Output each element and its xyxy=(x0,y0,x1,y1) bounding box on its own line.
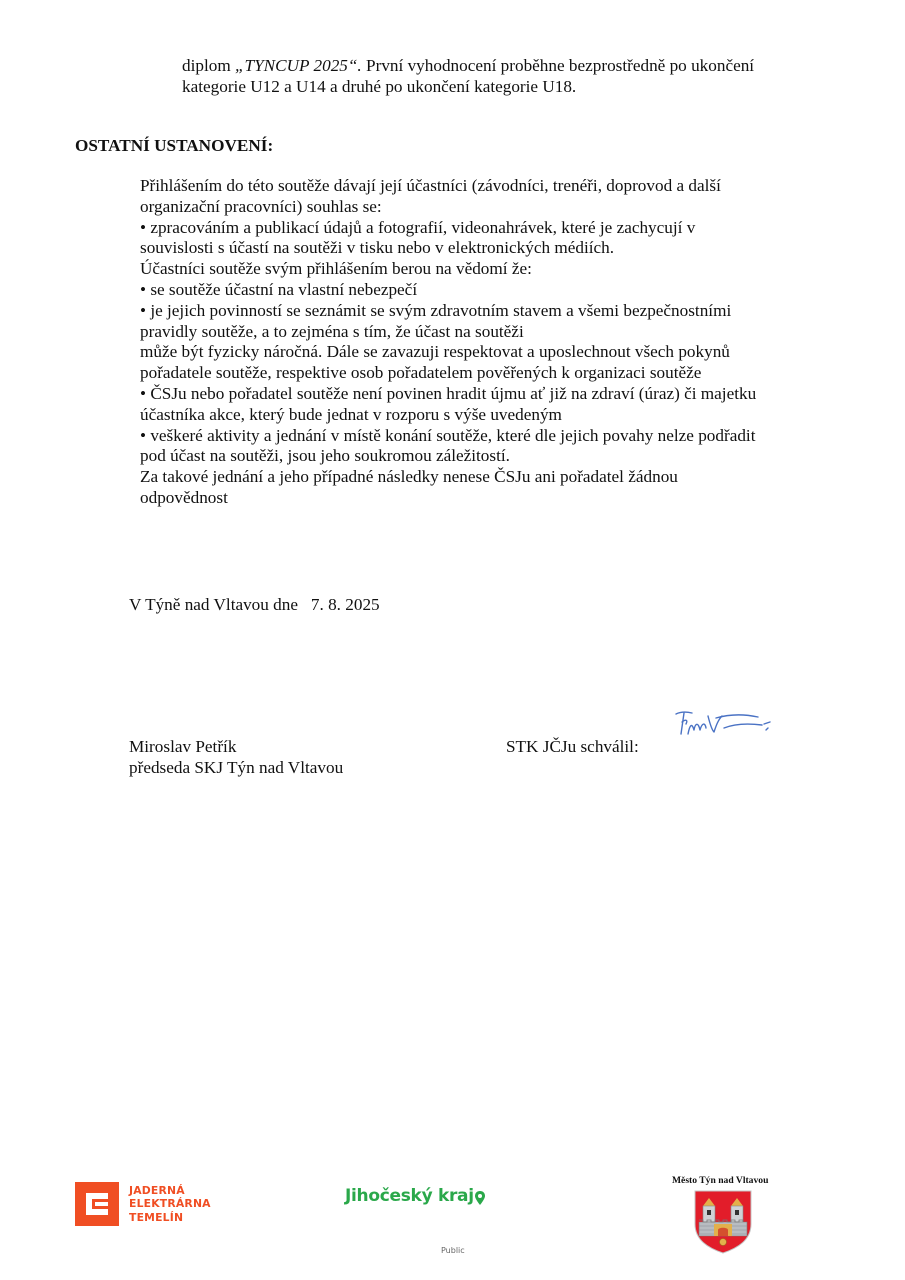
body-line: Za takové jednání a jeho případné následky nenese ČSJu ani pořadatel žádnou xyxy=(140,467,678,487)
cez-logo-icon xyxy=(75,1182,119,1226)
intro-suffix: První vyhodnocení proběhne bezprostředně po ukončení xyxy=(361,56,755,75)
tyncup-title: „TYNCUP 2025“. xyxy=(235,56,362,75)
jihocesky-kraj-logo xyxy=(345,1186,485,1206)
section-heading: OSTATNÍ USTANOVENÍ: xyxy=(75,136,274,155)
body-line: může být fyzicky náročná. Dále se zavazuji respektovat a uposlechnout všech pokynů xyxy=(140,342,730,362)
body-line: • se soutěže účastní na vlastní nebezpečí xyxy=(140,279,418,299)
body-line: • je jejich povinností se seznámit se svým zdravotním stavem a všemi bezpečnostními xyxy=(140,300,732,320)
body-line: • zpracováním a publikací údajů a fotografií, videonahrávek, které je zachycují v xyxy=(140,217,696,237)
temelin-line: JADERNÁ xyxy=(129,1184,185,1197)
approver-label: STK JČJu schválil: xyxy=(506,737,639,756)
body-line: • veškeré aktivity a jednání v místě konání soutěže, které dle jejich povahy nelze podřadit xyxy=(140,425,756,445)
body-line: Účastníci soutěže svým přihlášením berou na vědomí že: xyxy=(140,259,532,279)
temelin-line: TEMELÍN xyxy=(129,1210,184,1224)
map-pin-icon xyxy=(475,1191,485,1205)
signer-name: Miroslav Petřík xyxy=(129,737,237,756)
mesto-title: Město Týn nad Vltavou xyxy=(672,1175,769,1186)
body-line: pravidly soutěže, a to zejména s tím, že účast na soutěži xyxy=(140,321,524,341)
body-line: odpovědnost xyxy=(140,487,228,507)
temelin-line: ELEKTRÁRNA xyxy=(129,1197,211,1211)
body-line: organizační pracovníci) souhlas se: xyxy=(140,196,382,216)
classification-label: Public xyxy=(441,1246,465,1255)
body-line: účastníka akce, který bude jednat v rozporu s výše uvedeným xyxy=(140,404,562,424)
town-crest-icon xyxy=(694,1190,752,1254)
body-line: Přihlášením do této soutěže dávají její účastníci (závodníci, trenéři, doprovod a další xyxy=(140,176,721,195)
signer-block xyxy=(129,736,343,778)
body-line: souvislosti s účastí na soutěži v tisku nebo v elektronických médiích. xyxy=(140,238,615,258)
body-line: pořadatele soutěže, respektive osob pořadatelem pověřených k organizaci soutěže xyxy=(140,363,702,383)
date-line: V Týně nad Vltavou dne 7. 8. 2025 xyxy=(129,595,380,614)
body-line: • ČSJu nebo pořadatel soutěže není povinen hradit újmu ať již na zdraví (úraz) či majetku xyxy=(140,383,757,403)
handwritten-signature xyxy=(672,706,777,742)
jihocesky-text: Jihočeský kraj xyxy=(345,1186,474,1206)
signer-role: předseda SKJ Týn nad Vltavou xyxy=(129,758,344,777)
intro-paragraph xyxy=(182,55,754,97)
intro-line-2: kategorie U12 a U14 a druhé po ukončení kategorie U18. xyxy=(182,77,577,96)
temelin-logo xyxy=(75,1182,220,1228)
temelin-text xyxy=(129,1184,211,1224)
section-body xyxy=(140,176,756,509)
intro-prefix: diplom xyxy=(182,56,235,75)
body-line: pod účast na soutěži, jsou jeho soukromou záležitostí. xyxy=(140,446,510,466)
